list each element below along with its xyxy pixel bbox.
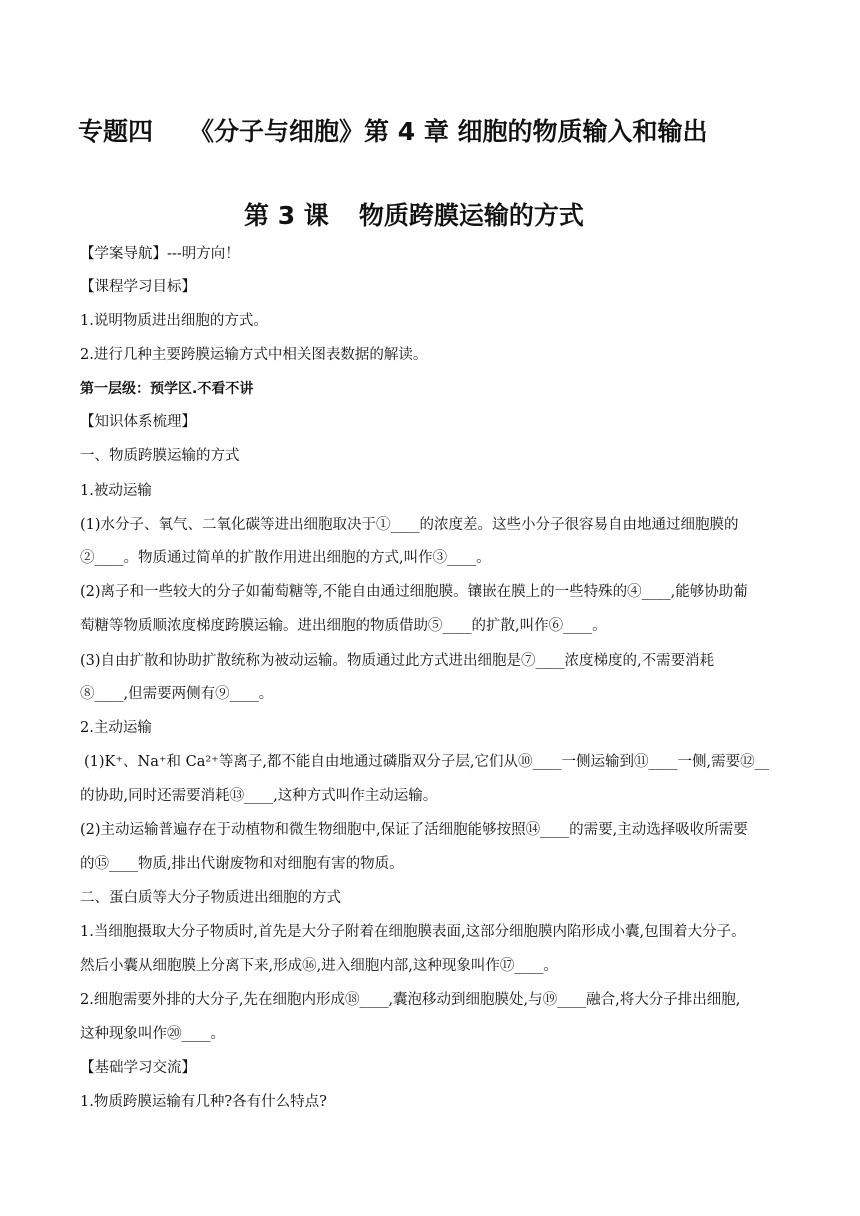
lesson-number: 第 3 课: [244, 201, 329, 230]
paragraph-line: (2)离子和一些较大的分子如葡萄糖等,不能自由通过细胞膜。镶嵌在膜上的一些特殊的④____,能够协助葡: [80, 584, 748, 600]
section-label: 【课程学习目标】: [80, 279, 196, 295]
paragraph-line: 的⑮____物质,排出代谢废物和对细胞有害的物质。: [80, 856, 404, 872]
level-heading: 第一层级：预学区.不看不讲: [80, 381, 254, 397]
document-title: [78, 112, 708, 148]
section-heading: 一、物质跨膜运输的方式: [80, 448, 240, 464]
question-item: 1.物质跨膜运输有几种?各有什么特点?: [80, 1094, 327, 1110]
paragraph-line: 2.细胞需要外排的大分子,先在细胞内形成⑱____,囊泡移动到细胞膜处,与⑲____融合,将大分子排出细胞,: [80, 992, 741, 1008]
lesson-heading: [244, 196, 584, 232]
section-heading: 二、蛋白质等大分子物质进出细胞的方式: [80, 890, 341, 906]
subsection-heading: 2.主动运输: [80, 720, 152, 736]
section-label: 【知识体系梳理】: [80, 414, 196, 430]
paragraph-line: 然后小囊从细胞膜上分离下来,形成⑯,进入细胞内部,这种现象叫作⑰____。: [80, 958, 558, 974]
lesson-title: 物质跨膜运输的方式: [358, 201, 584, 230]
paragraph-line: 这种现象叫作⑳____。: [80, 1026, 225, 1042]
paragraph-line: ⑧____,但需要两侧有⑨____。: [80, 686, 274, 702]
paragraph-line: (3)自由扩散和协助扩散统称为被动运输。物质通过此方式进出细胞是⑦____浓度梯度的,不需要消耗: [80, 653, 715, 669]
paragraph-line: 1.当细胞摄取大分子物质时,首先是大分子附着在细胞膜表面,这部分细胞膜内陷形成小囊,包围着大分子。: [80, 924, 746, 940]
paragraph-line: (1)水分子、氧气、二氧化碳等进出细胞取决于①____的浓度差。这些小分子很容易自由地通过细胞膜的: [80, 517, 739, 533]
chapter-title: 《分子与细胞》第 4 章 细胞的物质输入和输出: [189, 117, 708, 146]
section-label: 【学案导航】---明方向！: [80, 246, 240, 262]
paragraph-line: (2)主动运输普遍存在于动植物和微生物细胞中,保证了活细胞能够按照⑭____的需要,主动选择吸收所需要: [80, 822, 748, 838]
objective-item: 2.进行几种主要跨膜运输方式中相关图表数据的解读。: [80, 347, 428, 363]
paragraph-line: ②____。物质通过简单的扩散作用进出细胞的方式,叫作③____。: [80, 550, 491, 566]
paragraph-line: 萄糖等物质顺浓度梯度跨膜运输。进出细胞的物质借助⑤____的扩散,叫作⑥____。: [80, 618, 607, 634]
objective-item: 1.说明物质进出细胞的方式。: [80, 313, 268, 329]
paragraph-line: 的协助,同时还需要消耗⑬____,这种方式叫作主动运输。: [80, 788, 438, 804]
paragraph-line: (1)K⁺、Na⁺和 Ca²⁺等离子,都不能自由地通过磷脂双分子层,它们从⑩____一侧运输到⑪____一侧,需要⑫__: [84, 754, 770, 770]
section-label: 【基础学习交流】: [80, 1060, 196, 1076]
subsection-heading: 1.被动运输: [80, 483, 152, 499]
topic-label: 专题四: [78, 117, 154, 146]
